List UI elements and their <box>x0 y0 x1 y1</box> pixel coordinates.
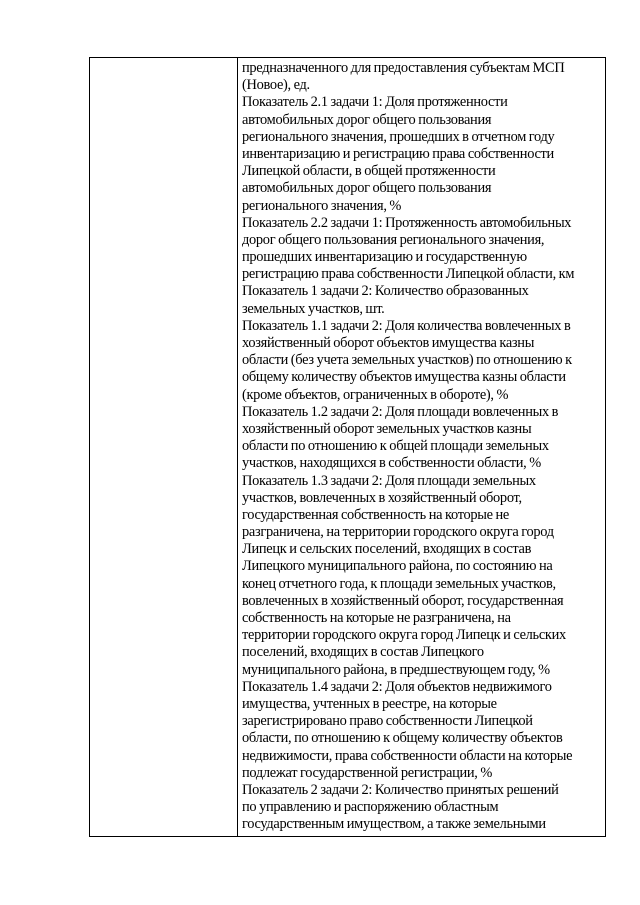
text-line: хозяйственный оборот объектов имущества казны <box>242 335 535 351</box>
text-line: общему количеству объектов имущества казны области <box>242 369 566 386</box>
text-line: предназначенного для предоставления субъектам МСП <box>242 60 565 76</box>
text-line: по управлению и распоряжению областным <box>242 799 499 816</box>
text-line: регистрацию права собственности Липецкой области, км <box>242 266 575 283</box>
table-column-divider <box>237 57 238 837</box>
text-line: Показатель 1.1 задачи 2: Доля количества вовлеченных в <box>242 317 571 334</box>
text-line: территории городского округа город Липецк и сельских <box>242 627 566 644</box>
text-line: участков, вовлеченных в хозяйственный оборот, <box>242 489 522 506</box>
text-line: Липецк и сельских поселений, входящих в состав <box>242 541 532 558</box>
text-line: имущества, учтенных в реестре, на которые <box>242 695 497 712</box>
text-line: Показатель 2 задачи 2: Количество принятых решений <box>242 781 559 798</box>
text-line: хозяйственный оборот земельных участков казны <box>242 420 532 437</box>
text-line: недвижимости, права собственности области на которые <box>242 747 573 764</box>
text-line: Показатель 2.1 задачи 1: Доля протяженности <box>242 94 508 111</box>
text-line: инвентаризацию и регистрацию права собственности <box>242 145 554 162</box>
text-line: государственным имуществом, а также земельными <box>242 816 546 833</box>
text-line: поселений, входящих в состав Липецкого <box>242 644 484 661</box>
text-line: регионального значения, % <box>242 197 402 214</box>
text-line: Показатель 1 задачи 2: Количество образованных <box>242 283 529 300</box>
text-line: дорог общего пользования регионального значения, <box>242 231 545 248</box>
text-line: зарегистрировано право собственности Липецкой <box>242 713 533 730</box>
text-line: собственность на которые не разграничена, на <box>242 610 511 626</box>
text-line: государственная собственность на которые не <box>242 506 510 523</box>
text-line: разграничена, на территории городского округа город <box>242 524 554 541</box>
text-line: земельных участков, шт. <box>242 300 385 317</box>
text-line: муниципального района, в предшествующем году, % <box>242 661 550 678</box>
table-left-border <box>89 57 90 837</box>
text-line: Показатель 1.4 задачи 2: Доля объектов недвижимого <box>242 678 552 695</box>
text-line: Показатель 2.2 задачи 1: Протяженность автомобильных <box>242 214 572 231</box>
text-line: области, по отношению к общему количеству объектов <box>242 730 563 747</box>
text-line: автомобильных дорог общего пользования <box>242 111 492 128</box>
text-line: прошедших инвентаризацию и государственную <box>242 249 527 266</box>
text-line: Липецкого муниципального района, по состоянию на <box>242 558 553 575</box>
indicator-text-cell <box>242 60 604 833</box>
text-line: Показатель 1.3 задачи 2: Доля площади земельных <box>242 472 536 489</box>
text-line: (Новое), ед. <box>242 77 310 94</box>
text-line: Показатель 1.2 задачи 2: Доля площади вовлеченных в <box>242 403 559 420</box>
text-line: вовлеченных в хозяйственный оборот, государственная <box>242 592 564 609</box>
text-line: автомобильных дорог общего пользования <box>242 180 492 197</box>
text-line: регионального значения, прошедших в отчетном году <box>242 128 555 145</box>
text-line: (кроме объектов, ограниченных в обороте), % <box>242 386 509 403</box>
text-line: подлежат государственной регистрации, % <box>242 764 493 781</box>
text-line: участков, находящихся в собственности области, % <box>242 455 541 472</box>
table-right-border <box>605 57 606 837</box>
text-line: области по отношению к общей площади земельных <box>242 438 549 455</box>
text-line: конец отчетного года, к площади земельных участков, <box>242 575 556 592</box>
text-line: Липецкой области, в общей протяженности <box>242 163 496 180</box>
text-line: области (без учета земельных участков) по отношению к <box>242 352 572 369</box>
